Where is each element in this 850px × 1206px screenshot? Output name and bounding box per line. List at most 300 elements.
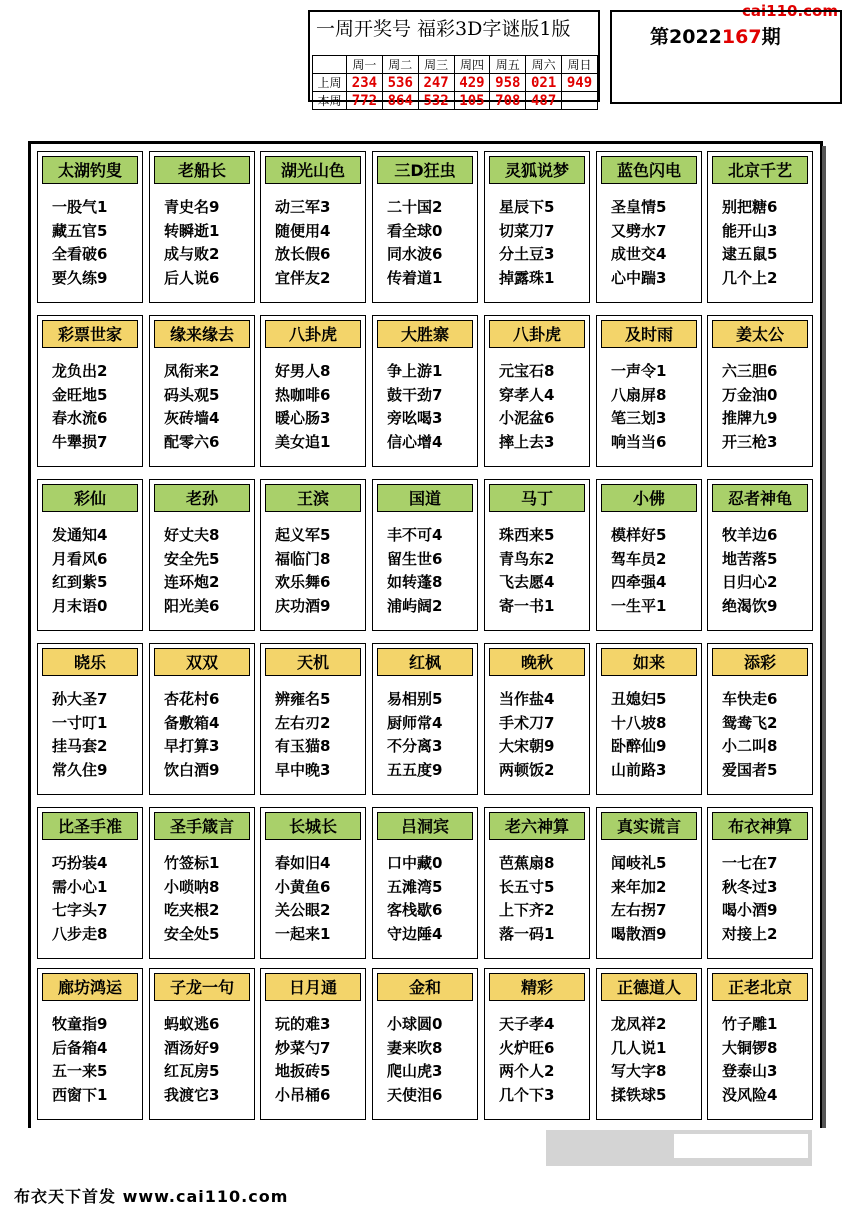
riddle-line: 后人说6	[164, 268, 220, 287]
riddle-line: 响当当6	[611, 432, 667, 451]
riddle-card-author: 八卦虎	[265, 320, 361, 348]
riddle-line: 福临门8	[275, 549, 331, 568]
riddle-line: 几个上2	[722, 268, 778, 287]
riddle-line: 驾车员2	[611, 549, 667, 568]
riddle-line: 旁吆喝3	[387, 409, 443, 427]
riddle-lines	[52, 688, 107, 782]
riddle-line: 炒菜勺7	[275, 1038, 331, 1057]
riddle-line: 欢乐舞6	[275, 573, 331, 591]
riddle-line: 穿孝人4	[499, 385, 555, 404]
riddle-line: 龙凤祥2	[611, 1015, 667, 1033]
riddle-card-author: 如来	[601, 648, 697, 676]
riddle-line: 五五度9	[387, 760, 443, 779]
riddle-card	[707, 315, 813, 467]
riddle-line: 随便用4	[275, 221, 331, 240]
riddle-line: 大宋朝9	[499, 737, 555, 755]
riddle-line: 摔上去3	[499, 432, 555, 451]
riddle-card	[149, 151, 255, 303]
riddle-card-author: 正德道人	[601, 973, 697, 1001]
riddle-line: 火炉旺6	[499, 1038, 555, 1057]
riddle-line: 当作盐4	[499, 690, 555, 708]
riddle-card	[372, 968, 478, 1120]
riddle-line: 凤衔来2	[164, 362, 220, 380]
riddle-line: 模样好5	[611, 526, 667, 544]
riddle-lines	[387, 1013, 442, 1107]
riddle-card	[707, 151, 813, 303]
riddle-line: 宜伴友2	[275, 268, 331, 287]
riddle-line: 易相别5	[387, 690, 443, 708]
riddle-line: 喝散酒9	[611, 924, 667, 943]
riddle-card	[37, 643, 143, 795]
riddle-card	[484, 807, 590, 959]
riddle-line: 心中踹3	[611, 268, 667, 287]
riddle-line: 青鸟东2	[499, 549, 555, 568]
riddle-card	[707, 643, 813, 795]
riddle-lines	[499, 688, 554, 782]
riddle-card-author: 添彩	[712, 648, 808, 676]
riddle-card	[372, 643, 478, 795]
riddle-lines	[387, 196, 442, 290]
riddle-line: 浦屿阔2	[387, 596, 443, 615]
riddle-card	[707, 479, 813, 631]
riddle-line: 龙负出2	[52, 362, 108, 380]
riddle-lines	[52, 360, 107, 454]
riddle-line: 小二叫8	[722, 737, 778, 755]
riddle-line: 卧醉仙9	[611, 737, 667, 755]
riddle-line: 热咖啡6	[275, 385, 331, 404]
issue-box	[610, 10, 842, 104]
riddle-card-author: 日月通	[265, 973, 361, 1001]
gray-panel-inner	[674, 1134, 808, 1158]
riddle-card-author: 晚秋	[489, 648, 585, 676]
riddle-line: 又劈水7	[611, 221, 667, 240]
riddle-lines	[52, 852, 107, 946]
draw-number: 708	[490, 92, 526, 110]
riddle-line: 常久住9	[52, 760, 108, 779]
riddle-line: 我渡它3	[164, 1085, 220, 1104]
riddle-line: 动三军3	[275, 198, 331, 216]
riddle-line: 红到紫5	[52, 573, 108, 591]
day-label: 周三	[418, 56, 454, 74]
draw-number	[562, 92, 598, 110]
frame-shadow	[822, 146, 826, 1128]
riddle-line: 巧扮装4	[52, 854, 108, 872]
riddle-line: 写大字8	[611, 1062, 667, 1080]
riddle-line: 一声令1	[611, 362, 667, 380]
riddle-line: 孙大圣7	[52, 690, 108, 708]
riddle-line: 挂马套2	[52, 737, 108, 755]
riddle-line: 来年加2	[611, 877, 667, 896]
riddle-lines	[499, 524, 554, 618]
riddle-card	[37, 968, 143, 1120]
riddle-card-author: 精彩	[489, 973, 585, 1001]
riddle-line: 圣皇情5	[611, 198, 667, 216]
riddle-line: 连环炮2	[164, 573, 220, 591]
riddle-card	[149, 643, 255, 795]
riddle-line: 爱国者5	[722, 760, 778, 779]
riddle-card	[260, 315, 366, 467]
riddle-card	[596, 479, 702, 631]
riddle-line: 五一来5	[52, 1062, 108, 1080]
riddle-line: 厨师常4	[387, 713, 443, 732]
riddle-card-author: 老孙	[154, 484, 250, 512]
riddle-card-author: 大胜寨	[377, 320, 473, 348]
riddle-line: 杏花村6	[164, 690, 220, 708]
riddle-line: 牧童指9	[52, 1015, 108, 1033]
riddle-card-author: 天机	[265, 648, 361, 676]
riddle-lines	[611, 196, 666, 290]
riddle-line: 美女追1	[275, 432, 331, 451]
riddle-line: 车快走6	[722, 690, 778, 708]
riddle-line: 早中晚3	[275, 760, 331, 779]
footer-text: 布衣天下首发 www.cai110.com	[14, 1187, 289, 1206]
draw-number: 234	[347, 74, 383, 92]
riddle-line: 绝渴饮9	[722, 596, 778, 615]
weekly-results-panel	[308, 10, 600, 109]
gray-panel	[546, 1130, 812, 1166]
riddle-card-author: 王滨	[265, 484, 361, 512]
riddle-line: 小唢呐8	[164, 877, 220, 896]
riddle-line: 寄一书1	[499, 596, 555, 615]
riddle-card	[260, 479, 366, 631]
riddle-line: 爬山虎3	[387, 1062, 443, 1080]
riddle-line: 不分离3	[387, 737, 443, 755]
riddle-line: 几个下3	[499, 1085, 555, 1104]
riddle-line: 放长假6	[275, 245, 331, 263]
riddle-line: 六三胆6	[722, 362, 778, 380]
riddle-lines	[611, 852, 666, 946]
riddle-card	[484, 479, 590, 631]
riddle-line: 有玉猫8	[275, 737, 331, 755]
riddle-line: 日归心2	[722, 573, 778, 591]
riddle-line: 落一码1	[499, 924, 555, 943]
riddle-lines	[164, 196, 219, 290]
day-label: 周六	[526, 56, 562, 74]
riddle-line: 饮白酒9	[164, 760, 220, 779]
riddle-line: 酒汤好9	[164, 1038, 220, 1057]
riddle-card-author: 长城长	[265, 812, 361, 840]
riddle-line: 登泰山3	[722, 1062, 778, 1080]
riddle-line: 一寸叮1	[52, 713, 108, 732]
riddle-card-author: 太湖钓叟	[42, 156, 138, 184]
riddle-line: 蚂蚁逃6	[164, 1015, 220, 1033]
riddle-lines	[611, 1013, 666, 1107]
draw-number: 429	[454, 74, 490, 92]
riddle-lines	[164, 1013, 219, 1107]
riddle-card	[596, 151, 702, 303]
day-label: 周二	[382, 56, 418, 74]
riddle-line: 安全先5	[164, 549, 220, 568]
riddle-line: 传着道1	[387, 268, 443, 287]
riddle-line: 藏五官5	[52, 221, 108, 240]
days-row	[313, 56, 598, 74]
riddle-line: 八扇屏8	[611, 385, 667, 404]
issue-suffix: 期	[761, 26, 781, 48]
riddle-card-author: 三D狂虫	[377, 156, 473, 184]
riddle-card-author: 及时雨	[601, 320, 697, 348]
riddle-line: 春水流6	[52, 409, 108, 427]
riddle-line: 星辰下5	[499, 198, 555, 216]
riddle-card	[260, 643, 366, 795]
riddle-card-author: 吕洞宾	[377, 812, 473, 840]
riddle-line: 开三枪3	[722, 432, 778, 451]
riddle-card-author: 晓乐	[42, 648, 138, 676]
riddle-line: 八步走8	[52, 924, 108, 943]
riddle-card	[372, 807, 478, 959]
riddle-card	[484, 643, 590, 795]
riddle-line: 小黄鱼6	[275, 877, 331, 896]
riddle-card-author: 姜太公	[712, 320, 808, 348]
riddle-line: 两顿饭2	[499, 760, 555, 779]
riddle-line: 两个人2	[499, 1062, 555, 1080]
riddle-lines	[164, 852, 219, 946]
riddle-card-author: 老船长	[154, 156, 250, 184]
riddle-card-author: 金和	[377, 973, 473, 1001]
riddle-card-author: 小佛	[601, 484, 697, 512]
riddle-line: 客栈歇6	[387, 901, 443, 919]
riddle-card	[372, 151, 478, 303]
riddle-line: 切菜刀7	[499, 221, 555, 240]
riddle-card	[149, 807, 255, 959]
riddle-line: 口中藏0	[387, 854, 443, 872]
riddle-line: 飞去愿4	[499, 573, 555, 591]
riddle-line: 月末语0	[52, 596, 108, 615]
riddle-line: 五滩湾5	[387, 877, 443, 896]
riddle-line: 阳光美6	[164, 596, 220, 615]
riddle-lines	[164, 688, 219, 782]
riddle-card-author: 布衣神算	[712, 812, 808, 840]
riddle-lines	[722, 688, 777, 782]
riddle-line: 竹签标1	[164, 854, 220, 872]
riddle-lines	[611, 688, 666, 782]
riddle-line: 发通知4	[52, 526, 108, 544]
riddle-line: 丑媳妇5	[611, 690, 667, 708]
day-label: 周五	[490, 56, 526, 74]
riddle-card	[260, 968, 366, 1120]
riddle-card	[37, 479, 143, 631]
riddle-card	[149, 968, 255, 1120]
draw-number: 958	[490, 74, 526, 92]
riddle-line: 十八坡8	[611, 713, 667, 732]
riddle-card-author: 老六神算	[489, 812, 585, 840]
riddle-line: 码头观5	[164, 385, 220, 404]
riddle-line: 分土豆3	[499, 245, 555, 263]
riddle-line: 起义军5	[275, 526, 331, 544]
riddle-card-author: 国道	[377, 484, 473, 512]
riddle-line: 月看风6	[52, 549, 108, 568]
riddle-line: 看全球0	[387, 221, 443, 240]
issue-number-red: 167	[721, 26, 762, 48]
riddle-card-author: 缘来缘去	[154, 320, 250, 348]
riddle-line: 手术刀7	[499, 713, 555, 732]
riddle-card-author: 八卦虎	[489, 320, 585, 348]
riddle-line: 没风险4	[722, 1085, 778, 1104]
riddle-lines	[722, 360, 777, 454]
riddle-lines	[275, 852, 330, 946]
riddle-line: 早打算3	[164, 737, 220, 755]
riddle-card	[260, 151, 366, 303]
riddle-line: 成与败2	[164, 245, 220, 263]
riddle-lines	[722, 1013, 777, 1107]
riddle-line: 春如旧4	[275, 854, 331, 872]
row-label: 上周	[313, 74, 347, 92]
riddle-lines	[387, 852, 442, 946]
riddle-line: 一七在7	[722, 854, 778, 872]
riddle-card-author: 彩仙	[42, 484, 138, 512]
riddle-card-author: 真实谎言	[601, 812, 697, 840]
riddle-lines	[387, 360, 442, 454]
riddle-line: 西窗下1	[52, 1085, 108, 1104]
riddle-line: 一起来1	[275, 924, 331, 943]
riddle-line: 四牵强4	[611, 573, 667, 591]
riddle-line: 信心增4	[387, 432, 443, 451]
riddle-card	[149, 315, 255, 467]
riddle-card-author: 彩票世家	[42, 320, 138, 348]
riddle-line: 全看破6	[52, 245, 108, 263]
riddle-line: 别把糖6	[722, 198, 778, 216]
riddle-card-author: 忍者神龟	[712, 484, 808, 512]
riddle-lines	[499, 1013, 554, 1107]
riddle-card	[372, 479, 478, 631]
riddle-lines	[275, 1013, 330, 1107]
riddle-lines	[164, 360, 219, 454]
draw-number: 487	[526, 92, 562, 110]
riddle-lines	[275, 688, 330, 782]
riddle-card-author: 圣手箴言	[154, 812, 250, 840]
riddle-card	[596, 643, 702, 795]
riddle-card-author: 灵狐说梦	[489, 156, 585, 184]
draw-number: 021	[526, 74, 562, 92]
draw-number: 536	[382, 74, 418, 92]
riddle-line: 长五寸5	[499, 877, 555, 896]
riddle-card	[372, 315, 478, 467]
riddle-line: 牧羊边6	[722, 526, 778, 544]
riddle-card-author: 湖光山色	[265, 156, 361, 184]
riddle-line: 红瓦房5	[164, 1062, 220, 1080]
draw-number: 864	[382, 92, 418, 110]
riddle-line: 地苦落5	[722, 549, 778, 568]
day-label: 周四	[454, 56, 490, 74]
riddle-line: 珠西来5	[499, 526, 555, 544]
riddle-line: 成世交4	[611, 245, 667, 263]
riddle-line: 小泥盆6	[499, 409, 555, 427]
last-week-row	[313, 74, 598, 92]
riddle-line: 一生平1	[611, 596, 667, 615]
riddle-line: 牛犟损7	[52, 432, 108, 451]
riddle-line: 天使泪6	[387, 1085, 443, 1104]
riddle-lines	[499, 360, 554, 454]
day-label: 周日	[562, 56, 598, 74]
riddle-line: 山前路3	[611, 760, 667, 779]
riddle-lines	[52, 196, 107, 290]
riddle-line: 配零六6	[164, 432, 220, 451]
riddle-line: 鸳鸯飞2	[722, 713, 778, 732]
riddle-line: 好丈夫8	[164, 526, 220, 544]
riddle-card	[37, 151, 143, 303]
draw-number: 532	[418, 92, 454, 110]
riddle-line: 笔三划3	[611, 409, 667, 427]
riddle-lines	[499, 196, 554, 290]
riddle-lines	[52, 1013, 107, 1107]
riddle-card-author: 红枫	[377, 648, 473, 676]
day-label: 周一	[347, 56, 383, 74]
draw-number: 105	[454, 92, 490, 110]
riddle-card	[484, 315, 590, 467]
issue-number	[650, 22, 781, 49]
riddle-lines	[164, 524, 219, 618]
riddle-card-author: 比圣手准	[42, 812, 138, 840]
riddle-line: 闻岐礼5	[611, 854, 667, 872]
riddle-line: 金旺地5	[52, 385, 108, 404]
riddle-line: 天子孝4	[499, 1015, 555, 1033]
riddle-line: 小吊桶6	[275, 1085, 331, 1104]
riddle-card	[596, 968, 702, 1120]
riddle-card-author: 正老北京	[712, 973, 808, 1001]
riddle-line: 辨雍名5	[275, 690, 331, 708]
issue-prefix: 第2022	[650, 26, 722, 48]
riddle-line: 争上游1	[387, 362, 443, 380]
riddle-card	[37, 315, 143, 467]
riddle-line: 推牌九9	[722, 409, 778, 427]
riddle-lines	[499, 852, 554, 946]
riddle-lines	[611, 360, 666, 454]
riddle-line: 元宝石8	[499, 362, 555, 380]
riddle-card-author: 双双	[154, 648, 250, 676]
riddle-line: 妻来吹8	[387, 1038, 443, 1057]
riddle-line: 上下齐2	[499, 901, 555, 919]
weekly-results-table	[312, 55, 598, 110]
riddle-line: 守边陲4	[387, 924, 443, 943]
draw-number: 949	[562, 74, 598, 92]
riddle-line: 玩的难3	[275, 1015, 331, 1033]
riddle-line: 要久练9	[52, 268, 108, 287]
riddle-lines	[611, 524, 666, 618]
riddle-lines	[275, 196, 330, 290]
draw-number: 247	[418, 74, 454, 92]
riddle-line: 万金油0	[722, 385, 778, 404]
this-week-row	[313, 92, 598, 110]
riddle-card	[149, 479, 255, 631]
weekly-results-title: 一周开奖号 福彩3D字谜版1版	[316, 18, 571, 40]
riddle-line: 鼓干劲7	[387, 385, 443, 404]
riddle-lines	[387, 688, 442, 782]
riddle-line: 安全处5	[164, 924, 220, 943]
riddle-line: 小球圆0	[387, 1015, 443, 1033]
riddle-card-author: 蓝色闪电	[601, 156, 697, 184]
riddle-card	[37, 807, 143, 959]
riddle-line: 几人说1	[611, 1038, 667, 1057]
riddle-line: 关公眼2	[275, 901, 331, 919]
riddle-line: 如转蓬8	[387, 573, 443, 591]
riddle-lines	[275, 360, 330, 454]
riddle-card-author: 廊坊鸿运	[42, 973, 138, 1001]
riddle-lines	[722, 524, 777, 618]
riddle-line: 喝小酒9	[722, 901, 778, 919]
riddle-line: 吃夹根2	[164, 901, 220, 919]
riddle-line: 七字头7	[52, 901, 108, 919]
riddle-line: 逮五鼠5	[722, 245, 778, 263]
riddle-line: 同水波6	[387, 245, 443, 263]
riddle-lines	[722, 196, 777, 290]
riddle-line: 竹子雕1	[722, 1015, 778, 1033]
riddle-line: 庆功酒9	[275, 596, 331, 615]
riddle-line: 转瞬逝1	[164, 221, 220, 240]
riddle-line: 备敷箱4	[164, 713, 220, 732]
riddle-line: 芭蕉扇8	[499, 854, 555, 872]
riddle-line: 左右刃2	[275, 713, 331, 732]
riddle-card	[596, 807, 702, 959]
riddle-card	[484, 968, 590, 1120]
